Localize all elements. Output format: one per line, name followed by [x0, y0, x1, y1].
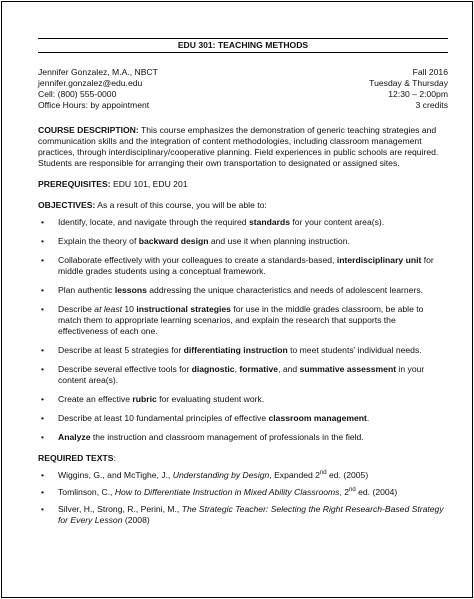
list-item: • Analyze the instruction and classroom management of professionals in the field.: [38, 432, 448, 443]
course-info: [38, 67, 448, 111]
office-hours: Office Hours: by appointment: [38, 100, 150, 110]
list-item: • Describe at least 5 strategies for differentiating instruction to meet students’ individual needs.: [38, 345, 448, 356]
list-item: • Describe at least 10 fundamental principles of effective classroom management.: [38, 413, 448, 424]
list-item: • Explain the theory of backward design and use it when planning instruction.: [38, 236, 448, 247]
syllabus-document: [38, 38, 448, 532]
prerequisites-label: PREREQUISITES:: [38, 179, 111, 189]
term: Fall 2016: [412, 67, 448, 77]
instructor-name: Jennifer Gonzalez, M.A., NBCT: [38, 67, 158, 77]
list-item: • Plan authentic lessons addressing the unique characteristics and needs of adolescent learners.: [38, 285, 448, 296]
objectives-list: [38, 217, 448, 443]
list-item: • Tomlinson, C., How to Differentiate Instruction in Mixed Ability Classrooms, 2nd ed. (2004): [38, 487, 448, 498]
objectives-heading: [38, 200, 448, 211]
required-texts-heading: REQUIRED TEXTS:: [38, 453, 116, 463]
meeting-time: 12:30 – 2:00pm: [388, 89, 448, 99]
credits: 3 credits: [415, 100, 448, 110]
instructor-cell: Cell: (800) 555-0000: [38, 89, 117, 99]
required-texts-list: [38, 470, 448, 526]
list-item: • Create an effective rubric for evaluating student work.: [38, 394, 448, 405]
list-item: • Describe at least 10 instructional strategies for use in the middle grades classroom, be able to match them to appropriate learning scenarios, and explain the research that supports the effectiveness of each one.: [38, 304, 448, 337]
required-texts-label: REQUIRED TEXTS: [38, 453, 114, 463]
schedule-info: [369, 67, 448, 111]
objectives-label: OBJECTIVES:: [38, 200, 96, 210]
course-title: EDU 301: TEACHING METHODS: [38, 38, 448, 53]
description-text: This course emphasizes the demonstration of generic teaching strategies and communication skills and the integration of content methodologies, including classroom management practices, through interdisciplinary/cooperative planning. Field experiences in public schools are required. Students are responsible for arranging their own transportation to designated or assigned sites.: [38, 125, 439, 168]
course-description: [38, 125, 448, 169]
instructor-email[interactable]: jennifer.gonzalez@edu.edu: [38, 78, 143, 88]
description-label: COURSE DESCRIPTION:: [38, 125, 139, 135]
meeting-days: Tuesday & Thursday: [369, 78, 448, 88]
list-item: • Collaborate effectively with your colleagues to create a standards-based, interdisciplinary unit for middle grades students using a conceptual framework.: [38, 255, 448, 277]
instructor-info: [38, 67, 158, 111]
list-item: • Wiggins, G., and McTighe, J., Understanding by Design, Expanded 2nd ed. (2005): [38, 470, 448, 481]
list-item: • Identify, locate, and navigate through the required standards for your content area(s).: [38, 217, 448, 228]
prerequisites-text: EDU 101, EDU 201: [110, 179, 188, 189]
objectives-intro: As a result of this course, you will be able to:: [95, 200, 267, 210]
list-item: • Describe several effective tools for diagnostic, formative, and summative assessment in your content area(s).: [38, 364, 448, 386]
list-item: • Silver, H., Strong, R., Perini, M., The Strategic Teacher: Selecting the Right Research-Based Strategy for Every Lesson (2008): [38, 504, 448, 526]
prerequisites: [38, 179, 448, 190]
